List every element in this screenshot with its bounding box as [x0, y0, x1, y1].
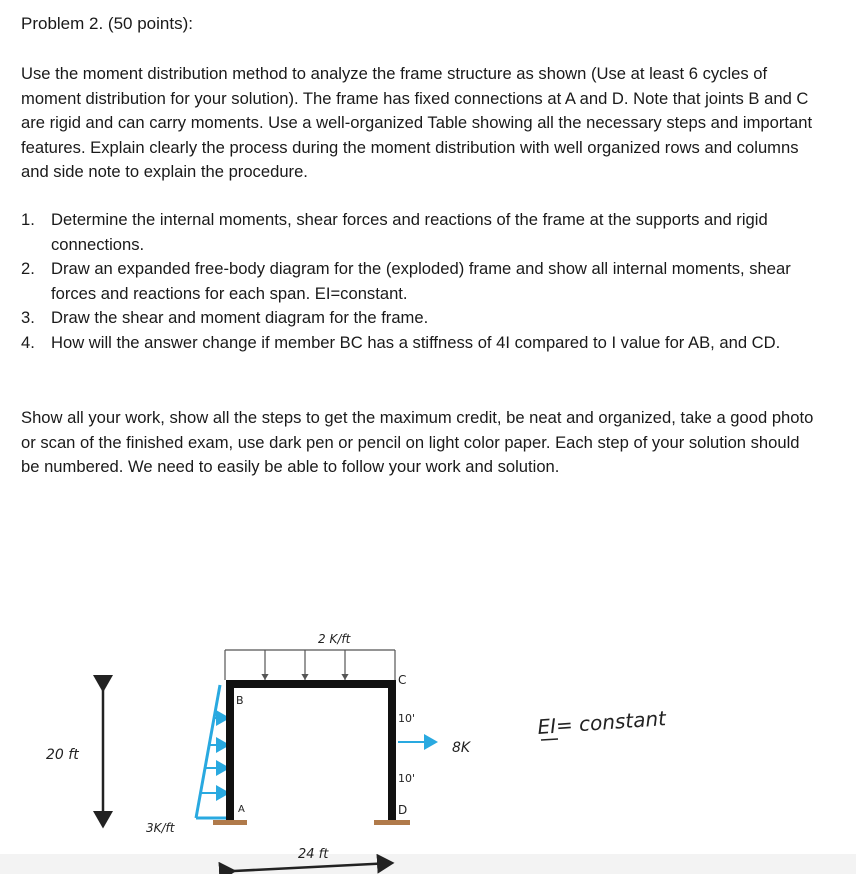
distributed-load [225, 632, 395, 680]
triangular-load-label: 3K/ft [146, 821, 175, 835]
task-text: How will the answer change if member BC has a stiffness of 4I compared to I value for AB, and CD. [51, 332, 781, 352]
beam-bc [226, 680, 396, 688]
distributed-load-label: 2 K/ft [318, 632, 351, 646]
closing-paragraph: Show all your work, show all the steps to get the maximum credit, be neat and organized, take a good photo or scan of the finished exam, use dark pen or pencil on light color paper. Each step of your solution should be numbered. We need to easily be able to follow your work and solution. [21, 408, 814, 477]
height-dimension [46, 690, 103, 826]
joint-c-label: C [398, 673, 407, 687]
width-dimension [234, 847, 392, 871]
problem-heading: Problem 2. (50 points): [21, 14, 193, 33]
point-load-label: 8K [452, 740, 471, 756]
fixed-support-d [374, 820, 410, 825]
task-number: 2. [21, 259, 35, 279]
ei-label: EI= constant [536, 706, 667, 739]
task-item [21, 306, 821, 331]
height-label: 20 ft [46, 747, 79, 763]
task-number: 1. [21, 210, 35, 229]
fixed-support-a [213, 820, 247, 825]
task-text: Determine the internal moments, shear forces and reactions of the frame at the supports and rigid connections. [51, 210, 768, 254]
joint-a-label: A [238, 804, 245, 815]
task-text: Draw an expanded free-body diagram for the (exploded) frame and show all internal moments, shear forces and reactions for each span. EI=constant. [51, 259, 791, 303]
point-load [398, 740, 472, 756]
joint-d-label: D [398, 803, 408, 817]
task-number: 3. [21, 308, 35, 328]
width-label: 24 ft [298, 847, 329, 862]
task-number: 4. [21, 332, 35, 352]
task-item [21, 208, 821, 257]
frame-diagram [0, 600, 856, 874]
column-ab [226, 680, 234, 822]
task-item [21, 257, 821, 306]
ei-note [537, 706, 668, 740]
frame-members [226, 680, 396, 822]
task-item [21, 331, 821, 356]
triangular-load [146, 685, 228, 835]
lower-segment-label: 10' [398, 772, 416, 785]
upper-segment-label: 10' [398, 712, 416, 725]
task-text: Draw the shear and moment diagram for the frame. [51, 308, 429, 328]
task-list [21, 208, 821, 356]
column-cd [388, 680, 396, 822]
intro-paragraph: Use the moment distribution method to analyze the frame structure as shown (Use at least 6 cycles of moment distribution for your solution). The frame has fixed connections at A and D. Note that joints B and C are rigid and can carry moments. Use a well-organized Table showing all the necessary steps and important features. Explain clearly the process during the moment distribution with well organized rows and columns and side note to explain the procedure. [21, 64, 813, 182]
joint-b-label: B [236, 694, 244, 707]
